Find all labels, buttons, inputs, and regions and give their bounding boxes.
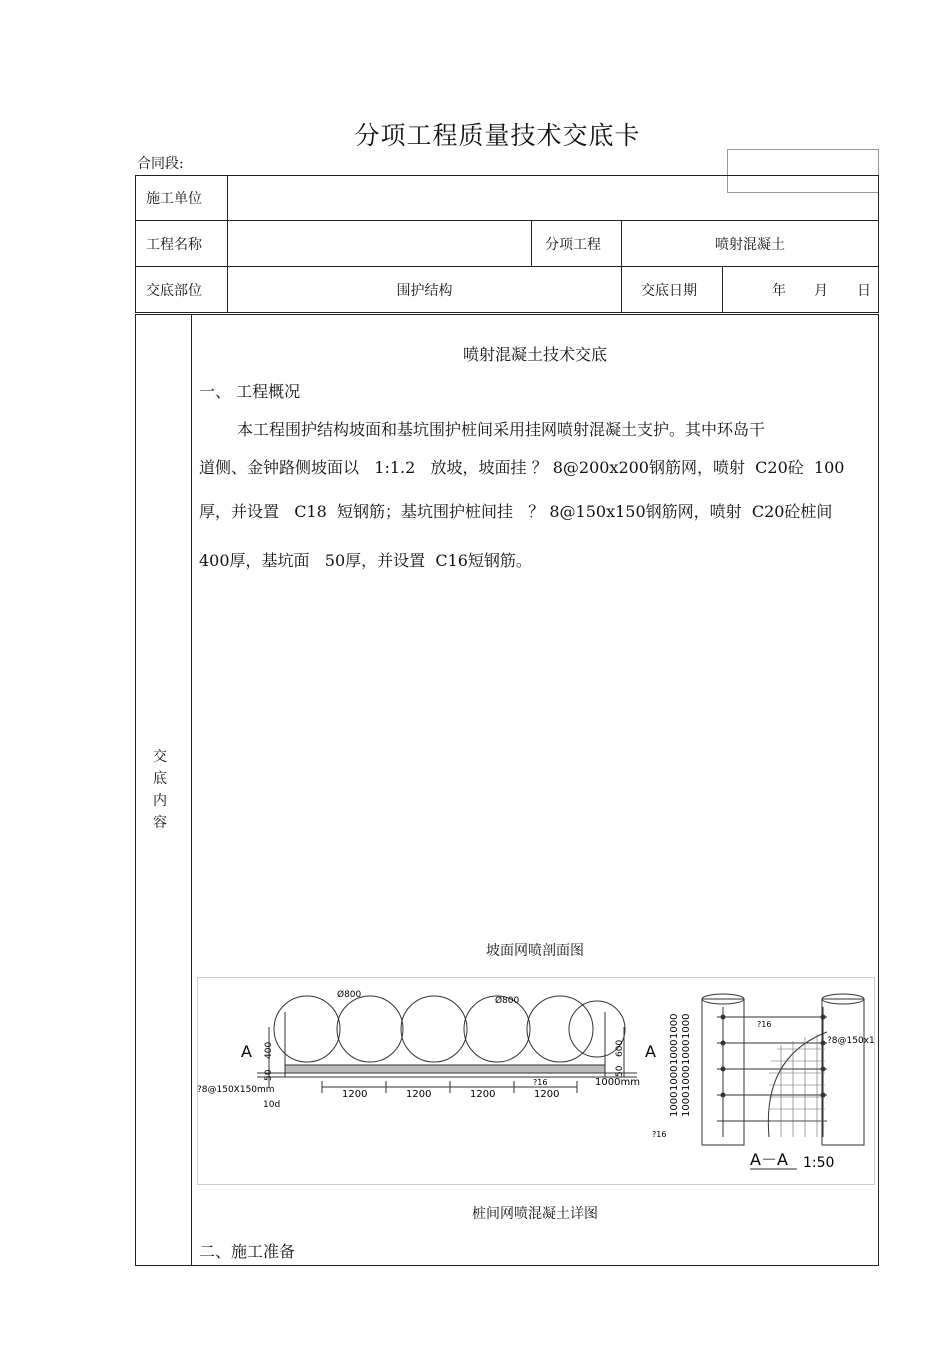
page-title: 分项工程质量技术交底卡: [354, 121, 641, 150]
dim-1200-1: 1200: [342, 1089, 368, 1100]
mesh-spec-left: ?8@150X150mm: [197, 1085, 275, 1095]
date-year: 年: [772, 282, 786, 299]
section-title: A－A: [750, 1150, 788, 1169]
mesh-spec-right: ?8@150x1: [827, 1036, 875, 1046]
part-label: 交底部位: [146, 282, 202, 299]
pile-elevation: [702, 994, 864, 1145]
dim-1200-2: 1200: [406, 1089, 432, 1100]
dim-50: 50: [264, 1069, 274, 1081]
shotcrete-layer: [285, 1065, 605, 1073]
dim-1200-4: 1200: [534, 1089, 560, 1100]
caption-pile: 桩间网喷混凝土详图: [472, 1206, 598, 1222]
bar-spec-left: ?16: [533, 1078, 548, 1087]
pile-circles: [274, 996, 625, 1062]
vdim-4: 1000: [681, 1091, 692, 1117]
bar-spec-bottom: ?16: [652, 1130, 667, 1139]
anchor-length: 10d: [263, 1100, 281, 1110]
vdim-3: 1000: [681, 1065, 692, 1091]
overview-line-1: 本工程围护结构坡面和基坑围护桩间采用挂网喷射混凝土支护。其中环岛干: [237, 420, 766, 439]
overview-line-4: 400厚，基坑面 50厚，并设置 C16短钢筋。: [199, 551, 532, 570]
pile-shotcrete-drawing: [197, 977, 875, 1185]
date-day: 日: [857, 282, 871, 299]
contract-section-label: 合同段:: [137, 156, 184, 172]
content-heading: 喷射混凝土技术交底: [462, 345, 607, 364]
side-char: 交: [153, 749, 167, 765]
unit-label: 施工单位: [146, 191, 202, 207]
vdim-1: 1000: [681, 1013, 692, 1039]
content-side-label: [140, 746, 180, 834]
contract-section-box: [727, 149, 879, 193]
pile-diameter-1: Ø800: [337, 990, 362, 1000]
part-value: 围护结构: [396, 282, 453, 299]
overview-line-2: 道侧、金钟路侧坡面以 1:1.2 放坡，坡面挂 ？ 8@200x200钢筋网，喷射 C20砼 100: [199, 458, 845, 477]
dim-1000mm: 1000mm: [595, 1077, 640, 1088]
section-mark-a-left: A: [241, 1042, 252, 1061]
subitem-label: 分项工程: [545, 236, 601, 253]
dim-50b: 50: [615, 1065, 625, 1077]
vdim-r2: 1000: [669, 1039, 680, 1065]
dim-1200-3: 1200: [470, 1089, 496, 1100]
vdim-r3: 1000: [669, 1065, 680, 1091]
date-month: 月: [814, 282, 828, 299]
caption-slope: 坡面网喷剖面图: [486, 943, 584, 959]
section-mark-a-right: A: [645, 1042, 656, 1061]
overview-line-3: 厚，并设置 C18 短钢筋；基坑围护桩间挂 ？ 8@150x150钢筋网，喷射 C20砼桩间: [199, 502, 833, 521]
section-scale: 1:50: [803, 1155, 835, 1171]
dim-400: 400: [264, 1041, 274, 1059]
side-char: 底: [153, 771, 167, 787]
section2-title: 二、施工准备: [199, 1242, 296, 1261]
vdim-r1: 1000: [669, 1013, 680, 1039]
subitem-value: 喷射混凝土: [715, 236, 785, 253]
vdim-2: 1000: [681, 1039, 692, 1065]
side-char: 容: [153, 815, 167, 831]
project-name-label: 工程名称: [146, 236, 202, 253]
section1-title: 一、 工程概况: [199, 382, 301, 401]
date-label: 交底日期: [641, 282, 697, 299]
dim-600: 600: [615, 1039, 625, 1057]
side-char: 内: [153, 793, 167, 809]
vdim-r4: 1000: [669, 1091, 680, 1117]
bar-spec-top: ?16: [757, 1020, 772, 1029]
pile-diameter-2: Ø800: [495, 996, 520, 1006]
